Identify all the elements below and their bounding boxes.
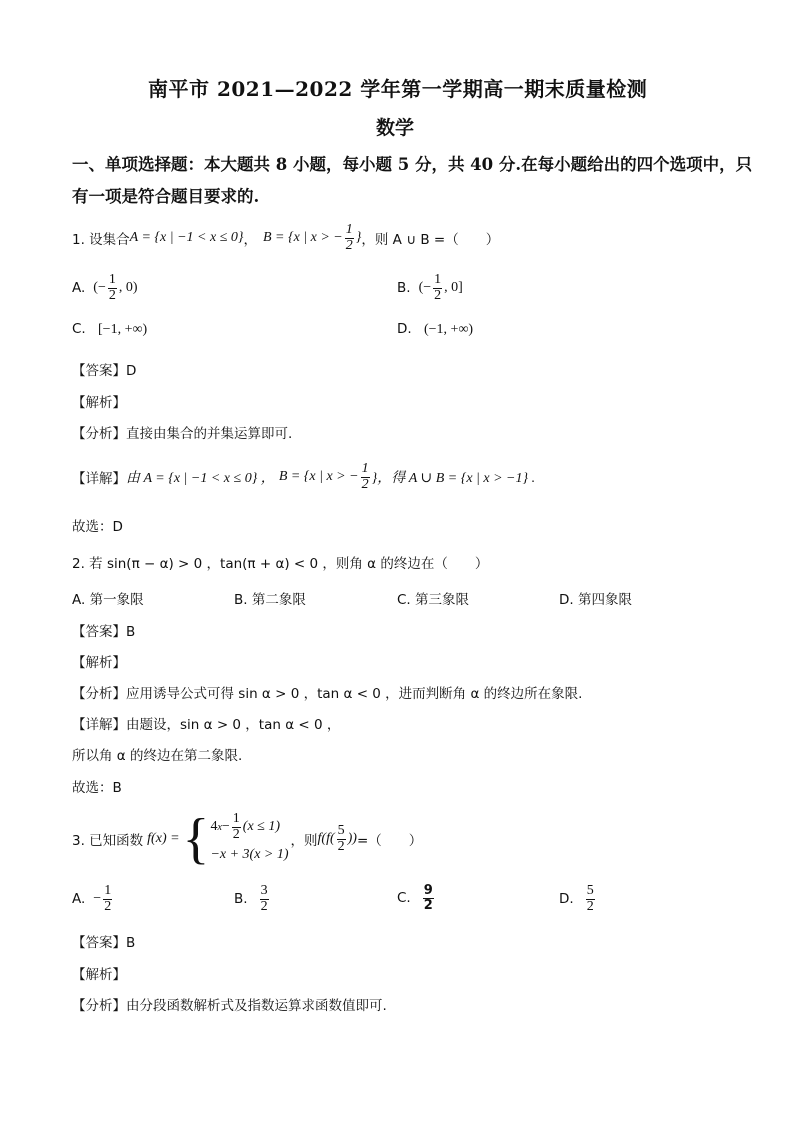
option-label: C.: [72, 321, 86, 337]
q2-option-c: C. 第三象限: [397, 592, 470, 608]
option-suffix: , 0]: [444, 280, 463, 296]
q2-option-a: A. 第一象限: [72, 592, 144, 608]
q3-close: )): [347, 831, 357, 846]
option-label: C.: [397, 890, 411, 907]
q3-suffix: =（ ）: [356, 833, 423, 849]
fenxi-text: 应用诱导公式可得 sin α > 0 ，tan α < 0 ，进而判断角 α 的终边所在象限.: [126, 686, 583, 702]
option-fraction: [586, 884, 595, 914]
q2-conclusion: 所以角 α 的终边在第二象限.: [72, 748, 243, 764]
option-prefix: (−: [418, 280, 432, 296]
option-fraction: [260, 884, 269, 914]
fenxi-text: 由分段函数解析式及指数运算求函数值即可.: [126, 998, 387, 1014]
option-fraction: [433, 273, 442, 303]
fraction-denominator: 2: [586, 898, 594, 914]
q3-composition: f(f(: [317, 831, 335, 846]
answer-tag: 【答案】: [72, 935, 126, 951]
fraction-denominator: 2: [260, 898, 268, 914]
fraction-numerator: 9: [423, 883, 433, 898]
q3-fenxi: [72, 994, 387, 1014]
case-fraction: [232, 812, 241, 842]
q1-set-b-left: B = {x | x > −: [262, 230, 343, 245]
q1-stem: [72, 218, 499, 258]
fenxi-tag: 【分析】: [72, 426, 126, 442]
option-label: B.: [234, 891, 248, 908]
xiangjie-fraction: [361, 462, 370, 492]
answer-value: D: [126, 363, 137, 379]
xiangjie-text: 由题设，sin α > 0 ，tan α < 0 ，: [126, 717, 341, 733]
q1-set-b-fraction: [345, 223, 354, 253]
subject-title: 数学: [376, 117, 415, 139]
q1-set-a: A = {x | −1 < x ≤ 0}: [129, 230, 244, 245]
piecewise-case-2: −x + 3(x > 1): [210, 847, 289, 862]
fenxi-tag: 【分析】: [72, 686, 126, 702]
q1-option-c: [72, 321, 147, 338]
option-label: A.: [72, 280, 86, 297]
q2-analysis-tag: 【解析】: [72, 655, 126, 671]
fraction-numerator: 1: [345, 221, 353, 237]
q1-answer: [72, 359, 136, 379]
q3-five-halves: [337, 824, 346, 854]
fraction-numerator: 1: [361, 460, 369, 476]
answer-value: B: [126, 935, 136, 951]
q2-option-b: B. 第二象限: [234, 592, 306, 608]
q2-stem: 2. 若 sin(π − α) > 0 ，tan(π + α) < 0 ，则角 α 的终边在（ ）: [72, 556, 489, 572]
q3-function-name: f(x) =: [147, 831, 180, 846]
fenxi-tag: 【分析】: [72, 998, 126, 1014]
option-label: D.: [559, 891, 574, 908]
fraction-denominator: 2: [361, 476, 369, 492]
q3-option-a: [72, 884, 114, 914]
q1-choose: 故选：D: [72, 519, 123, 535]
q1-suffix: ，则 A ∪ B =（ ）: [361, 232, 500, 248]
fraction-denominator: 2: [108, 287, 116, 303]
option-value: (−1, +∞): [423, 322, 474, 337]
fraction-denominator: 2: [434, 287, 442, 303]
q1-fenxi: [72, 422, 292, 442]
fraction-numerator: 5: [337, 822, 345, 838]
xiangjie-suffix: }，得 A ∪ B = {x | x > −1} .: [371, 471, 536, 486]
case-exponent: x: [217, 821, 222, 833]
q1-option-d: [397, 321, 473, 338]
option-fraction: [103, 884, 112, 914]
piecewise-case-1: [210, 811, 288, 843]
option-sign: −: [93, 891, 102, 907]
option-fraction: [423, 884, 434, 912]
fraction-denominator: 2: [104, 898, 112, 914]
fraction-denominator: 2: [337, 838, 345, 854]
q2-answer: [72, 620, 135, 640]
case-minus: −: [221, 819, 230, 834]
option-fraction: [108, 273, 117, 303]
piecewise-cases: [210, 811, 288, 867]
page-title: 南平市 2021—2022 学年第一学期高一期末质量检测: [148, 77, 648, 101]
fraction-denominator: 2: [423, 897, 433, 913]
fraction-numerator: 1: [232, 810, 240, 826]
answer-tag: 【答案】: [72, 624, 126, 640]
fraction-denominator: 2: [345, 237, 353, 253]
fraction-numerator: 1: [434, 272, 442, 287]
fraction-numerator: 5: [586, 883, 594, 898]
q2-option-d: D. 第四象限: [559, 592, 632, 608]
q3-prefix: 3. 已知函数: [72, 833, 144, 849]
fraction-numerator: 1: [104, 883, 112, 898]
fraction-numerator: 1: [108, 272, 116, 287]
q3-mid: ，则: [290, 833, 318, 849]
option-suffix: , 0): [118, 280, 138, 296]
option-label: D.: [397, 321, 412, 337]
answer-value: B: [126, 624, 136, 640]
q3-option-b: [234, 884, 271, 914]
q1-analysis-tag: 【解析】: [72, 395, 126, 411]
option-value: [−1, +∞): [98, 322, 148, 337]
case-base: 4: [210, 819, 218, 834]
fenxi-text: 直接由集合的并集运算即可.: [126, 426, 293, 442]
q3-answer: [72, 931, 135, 951]
xiangjie-prefix: 由 A = {x | −1 < x ≤ 0} ，: [126, 471, 275, 486]
q3-analysis-tag: 【解析】: [72, 967, 126, 983]
q1-xiangjie: [72, 455, 535, 499]
piecewise-brace: {: [182, 808, 210, 870]
fraction-numerator: 3: [260, 883, 268, 898]
xiangjie-set-b: B = {x | x > −: [278, 469, 359, 484]
q2-fenxi: [72, 682, 582, 702]
case-condition: (x ≤ 1): [242, 819, 281, 834]
xiangjie-tag: 【详解】: [72, 471, 126, 487]
option-prefix: (−: [93, 280, 106, 296]
q3-stem: [72, 806, 422, 872]
section-heading-line1: 一、单项选择题：本大题共 8 小题，每小题 5 分，共 40 分.在每小题给出的四个选项中，只: [72, 155, 753, 174]
q2-xiangjie: [72, 713, 340, 733]
q1-prefix: 1. 设集合: [72, 232, 130, 248]
q1-set-b-right: }: [355, 230, 362, 245]
q3-option-d: [559, 884, 597, 914]
answer-tag: 【答案】: [72, 363, 126, 379]
q1-sep: ，: [243, 232, 257, 248]
q1-option-b: [397, 273, 463, 303]
q3-option-c: [397, 884, 436, 912]
q2-choose: 故选：B: [72, 780, 122, 796]
section-heading-line2: 有一项是符合题目要求的.: [72, 187, 260, 206]
fraction-denominator: 2: [232, 826, 240, 842]
option-label: A.: [72, 891, 86, 908]
option-label: B.: [397, 280, 411, 297]
q1-option-a: [72, 273, 138, 303]
xiangjie-tag: 【详解】: [72, 717, 126, 733]
